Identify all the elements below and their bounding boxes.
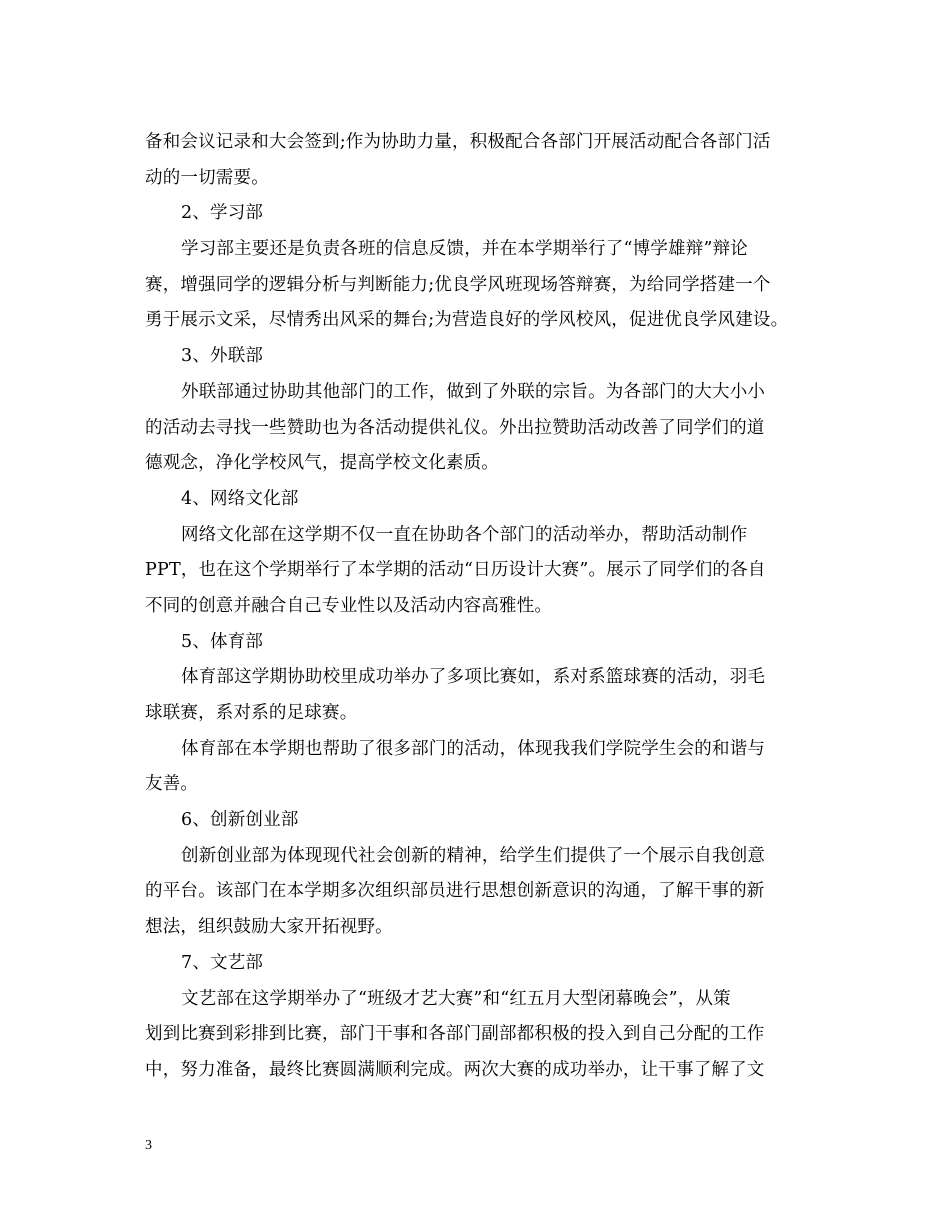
- text-line: 德观念，净化学校风气，提高学校文化素质。: [145, 453, 499, 474]
- text-line: 动的一切需要。: [145, 167, 269, 188]
- text-line: 赛，增强同学的逻辑分析与判断能力;优良学风班现场答辩赛，为给同学搭建一个: [145, 274, 771, 295]
- text-line: 中，努力准备，最终比赛圆满顺利完成。两次大赛的成功举办，让干事了解了文: [145, 1059, 765, 1080]
- text-line: 外联部通过协助其他部门的工作，做到了外联的宗旨。为各部门的大大小小: [181, 381, 766, 402]
- text-line: 文艺部在这学期举办了“班级才艺大赛”和“红五月大型闭幕晚会”，从策: [181, 988, 731, 1009]
- text-line: 体育部这学期协助校里成功举办了多项比赛如，系对系篮球赛的活动，羽毛: [181, 667, 766, 688]
- text-line: PPT，也在这个学期举行了本学期的活动“日历设计大赛”。展示了同学们的各自: [145, 560, 766, 581]
- text-line: 的活动去寻找一些赞助也为各活动提供礼仪。外出拉赞助活动改善了同学们的道: [145, 417, 765, 438]
- text-line: 的平台。该部门在本学期多次组织部员进行思想创新意识的沟通，了解干事的新: [145, 881, 765, 902]
- section-heading: 2、学习部: [181, 203, 264, 224]
- text-line: 网络文化部在这学期不仅一直在协助各个部门的活动举办，帮助活动制作: [181, 524, 748, 545]
- text-line: 友善。: [145, 774, 199, 795]
- section-heading: 4、网络文化部: [181, 488, 299, 509]
- document-body: [145, 125, 817, 1089]
- section-heading: 7、文艺部: [181, 952, 264, 973]
- text-line: 球联赛，系对系的足球赛。: [145, 703, 358, 723]
- text-line: 划到比赛到彩排到比赛，部门干事和各部门副部都积极的投入到自己分配的工作: [145, 1024, 765, 1045]
- text-line: 想法，组织鼓励大家开拓视野。: [145, 917, 393, 938]
- section-heading: 3、外联部: [181, 346, 264, 367]
- text-line: 创新创业部为体现现代社会创新的精神，给学生们提供了一个展示自我创意: [181, 845, 766, 866]
- text-line: 不同的创意并融合自己专业性以及活动内容高雅性。: [145, 595, 553, 616]
- text-line: 学习部主要还是负责各班的信息反馈，并在本学期举行了“博学雄辩”辩论: [181, 239, 748, 260]
- text-line: 备和会议记录和大会签到;作为协助力量，积极配合各部门开展活动配合各部门活: [145, 132, 771, 152]
- section-heading: 5、体育部: [181, 631, 264, 652]
- text-line: 勇于展示文采，尽情秀出风采的舞台;为营造良好的学风校风，促进优良学风建设。: [145, 310, 789, 331]
- text-line: 体育部在本学期也帮助了很多部门的活动，体现我我们学院学生会的和谐与: [181, 738, 766, 759]
- section-heading: 6、创新创业部: [181, 810, 299, 831]
- page-number: 3: [145, 1138, 152, 1153]
